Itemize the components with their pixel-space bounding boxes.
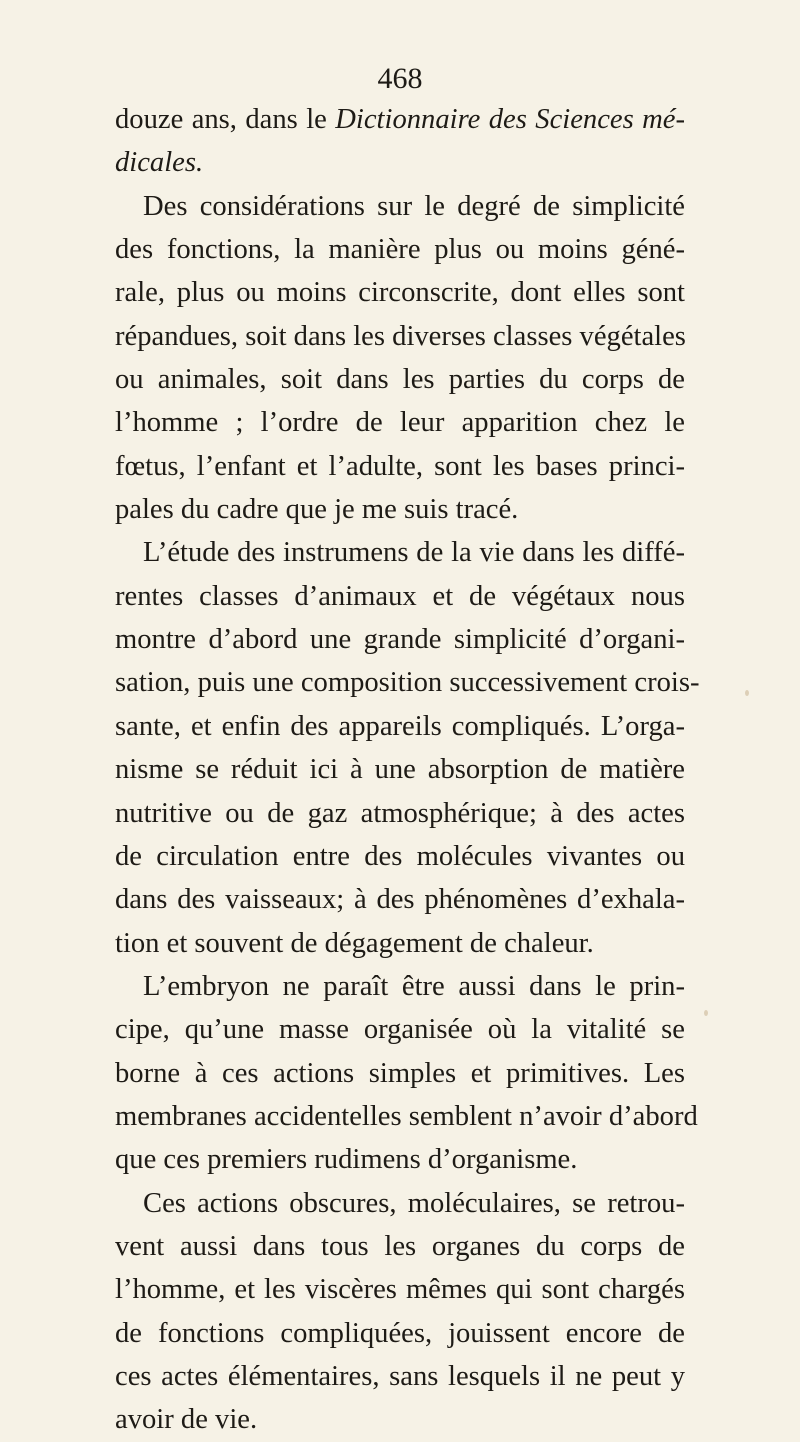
- text-line: [115, 1355, 685, 1398]
- text-line: [115, 315, 685, 358]
- text-line: [115, 922, 685, 965]
- text-line: [115, 1095, 698, 1138]
- text-segment: l’homme ; l’ordre de leur apparition chez le: [115, 407, 685, 439]
- text-line: [115, 1138, 685, 1181]
- text-segment: pales du cadre que je me suis tracé.: [115, 494, 519, 526]
- text-segment: l’homme, et les viscères mêmes qui sont chargés: [115, 1274, 685, 1306]
- text-line: [115, 661, 700, 704]
- paper-spot: [704, 1010, 708, 1016]
- text-segment: douze ans, dans le: [115, 104, 336, 135]
- text-segment: des fonctions, la manière plus ou moins géné-: [115, 234, 685, 266]
- text-segment: montre d’abord une grande simplicité d’organi-: [115, 624, 685, 656]
- text-segment: ces actes élémentaires, sans lesquels il ne peut y: [115, 1360, 685, 1392]
- text-line: [115, 1398, 685, 1441]
- text-segment: nutritive ou de gaz atmosphérique; à des actes: [115, 797, 685, 829]
- text-line: [115, 358, 685, 401]
- text-line: [115, 488, 685, 531]
- text-line: [115, 531, 685, 574]
- text-segment: membranes accidentelles semblent n’avoir d’abord: [115, 1100, 698, 1132]
- text-line: [115, 835, 685, 878]
- text-line: [115, 228, 685, 271]
- text-line: [115, 1225, 685, 1268]
- text-line: [115, 141, 685, 184]
- text-line: [115, 748, 685, 791]
- italic-text: dicales.: [115, 147, 204, 179]
- text-segment: rale, plus ou moins circonscrite, dont elles sont: [115, 277, 685, 309]
- text-line: [115, 98, 685, 141]
- text-line: [115, 575, 685, 618]
- text-segment: répandues, soit dans les diverses classes végétales: [115, 320, 686, 352]
- text-segment: que ces premiers rudimens d’organisme.: [115, 1144, 578, 1176]
- body-text: [115, 98, 700, 1442]
- text-line: [115, 1008, 685, 1051]
- text-segment: vent aussi dans tous les organes du corps de: [115, 1230, 685, 1262]
- text-line: [115, 401, 685, 444]
- text-line: [115, 965, 685, 1008]
- text-line: [115, 878, 685, 921]
- text-segment: L’étude des instrumens de la vie dans les diffé-: [143, 537, 685, 569]
- text-line: [115, 271, 685, 314]
- text-segment: rentes classes d’animaux et de végétaux nous: [115, 580, 685, 612]
- text-segment: nisme se réduit ici à une absorption de matière: [115, 754, 685, 786]
- text-segment: fœtus, l’enfant et l’adulte, sont les bases princi-: [115, 450, 685, 482]
- text-segment: cipe, qu’une masse organisée où la vitalité se: [115, 1014, 685, 1046]
- text-segment: Ces actions obscures, moléculaires, se retrou-: [143, 1187, 685, 1219]
- text-segment: borne à ces actions simples et primitives. Les: [115, 1057, 685, 1089]
- text-line: [115, 1052, 685, 1095]
- text-line: [115, 445, 685, 488]
- text-segment: avoir de vie.: [115, 1404, 258, 1436]
- text-segment: L’embryon ne paraît être aussi dans le prin-: [143, 970, 685, 1002]
- text-segment: Des considérations sur le degré de simplicité: [143, 190, 685, 222]
- text-line: [115, 185, 685, 228]
- text-line: [115, 705, 685, 748]
- paper-spot: [745, 690, 749, 696]
- text-segment: sante, et enfin des appareils compliqués. L’orga-: [115, 710, 685, 742]
- text-segment: de fonctions compliquées, jouissent encore de: [115, 1317, 685, 1349]
- text-line: [115, 618, 685, 661]
- text-line: [115, 1268, 685, 1311]
- page-number: 468: [377, 62, 423, 95]
- text-segment: tion et souvent de dégagement de chaleur.: [115, 927, 594, 959]
- text-segment: ou animales, soit dans les parties du corps de: [115, 364, 685, 396]
- text-segment: dans des vaisseaux; à des phénomènes d’exhala-: [115, 884, 685, 916]
- italic-text: Dictionnaire des Sciences mé-: [335, 104, 685, 135]
- text-segment: sation, puis une composition successivement crois-: [115, 667, 700, 699]
- text-line: [115, 1182, 685, 1225]
- text-segment: de circulation entre des molécules vivantes ou: [115, 840, 685, 872]
- text-line: [115, 1312, 685, 1355]
- text-line: [115, 792, 685, 835]
